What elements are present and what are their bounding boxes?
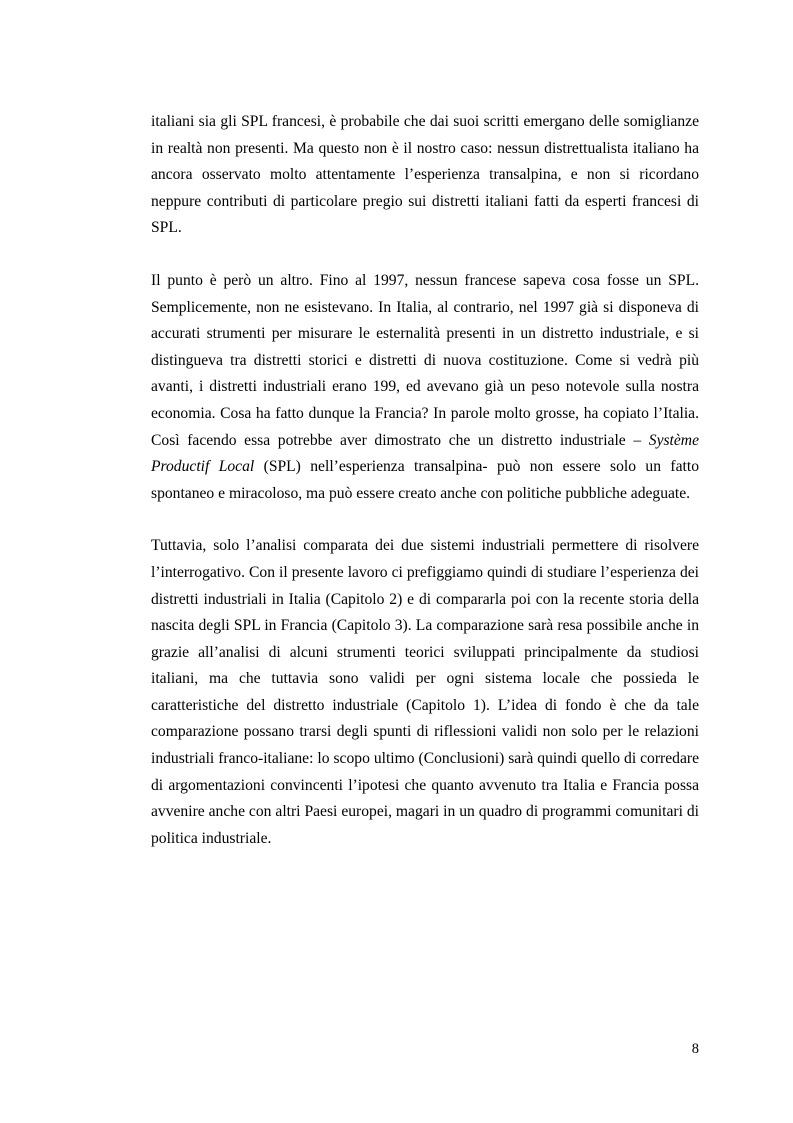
paragraph-2 bbox=[151, 268, 699, 507]
document-page bbox=[151, 109, 699, 852]
paragraph-2-italic-term: Système Productif Local bbox=[151, 431, 699, 476]
page-number: 8 bbox=[691, 1041, 699, 1057]
paragraph-2-text-before: Il punto è però un altro. Fino al 1997, nessun francese sapeva cosa fosse un SPL. Semplicemente, non ne esistevano. In Italia, al contrario, nel 1997 già si disponeva di accurati strumenti per misurare le esternalità presenti in un distretto industriale, e si distingueva tra distretti storici e distretti di nuova costituzione. Come si vedrà più avanti, i distretti industriali erano 199, ed avevano già un peso notevole sulla nostra economia. Cosa ha fatto dunque la Francia? In parole molto grosse, ha copiato l’Italia. Così facendo essa potrebbe aver dimostrato che un distretto industriale – bbox=[151, 271, 699, 449]
paragraph-1: italiani sia gli SPL francesi, è probabile che dai suoi scritti emergano delle somiglianze in realtà non presenti. Ma questo non è il nostro caso: nessun distrettualista italiano ha ancora osservato molto attentamente l’esperienza transalpina, e non si ricordano neppure contributi di particolare pregio sui distretti italiani fatti da esperti francesi di SPL. bbox=[151, 113, 699, 237]
paragraph-3: Tuttavia, solo l’analisi comparata dei due sistemi industriali permettere di risolvere l’interrogativo. Con il presente lavoro ci prefiggiamo quindi di studiare l’esperienza dei distretti industriali in Italia (Capitolo 2) e di compararla poi con la recente storia della nascita degli SPL in Francia (Capitolo 3). La comparazione sarà resa possibile anche in grazie all’analisi di alcuni strumenti teorici sviluppati principalmente da studiosi italiani, ma che tuttavia sono validi per ogni sistema locale che possieda le caratteristiche del distretto industriale (Capitolo 1). L’idea di fondo è che da tale comparazione possano trarsi degli spunti di riflessioni validi non solo per le relazioni industriali franco-italiane: lo scopo ultimo (Conclusioni) sarà quindi quello di corredare di argomentazioni convincenti l’ipotesi che quanto avvenuto tra Italia e Francia possa avvenire anche con altri Paesi europei, magari in un quadro di programmi comunitari di politica industriale. bbox=[151, 537, 699, 847]
paragraph-2-text-after: (SPL) nell’esperienza transalpina- può non essere solo un fatto spontaneo e miracoloso, ma può essere creato anche con politiche pubbliche adeguate. bbox=[151, 458, 699, 502]
